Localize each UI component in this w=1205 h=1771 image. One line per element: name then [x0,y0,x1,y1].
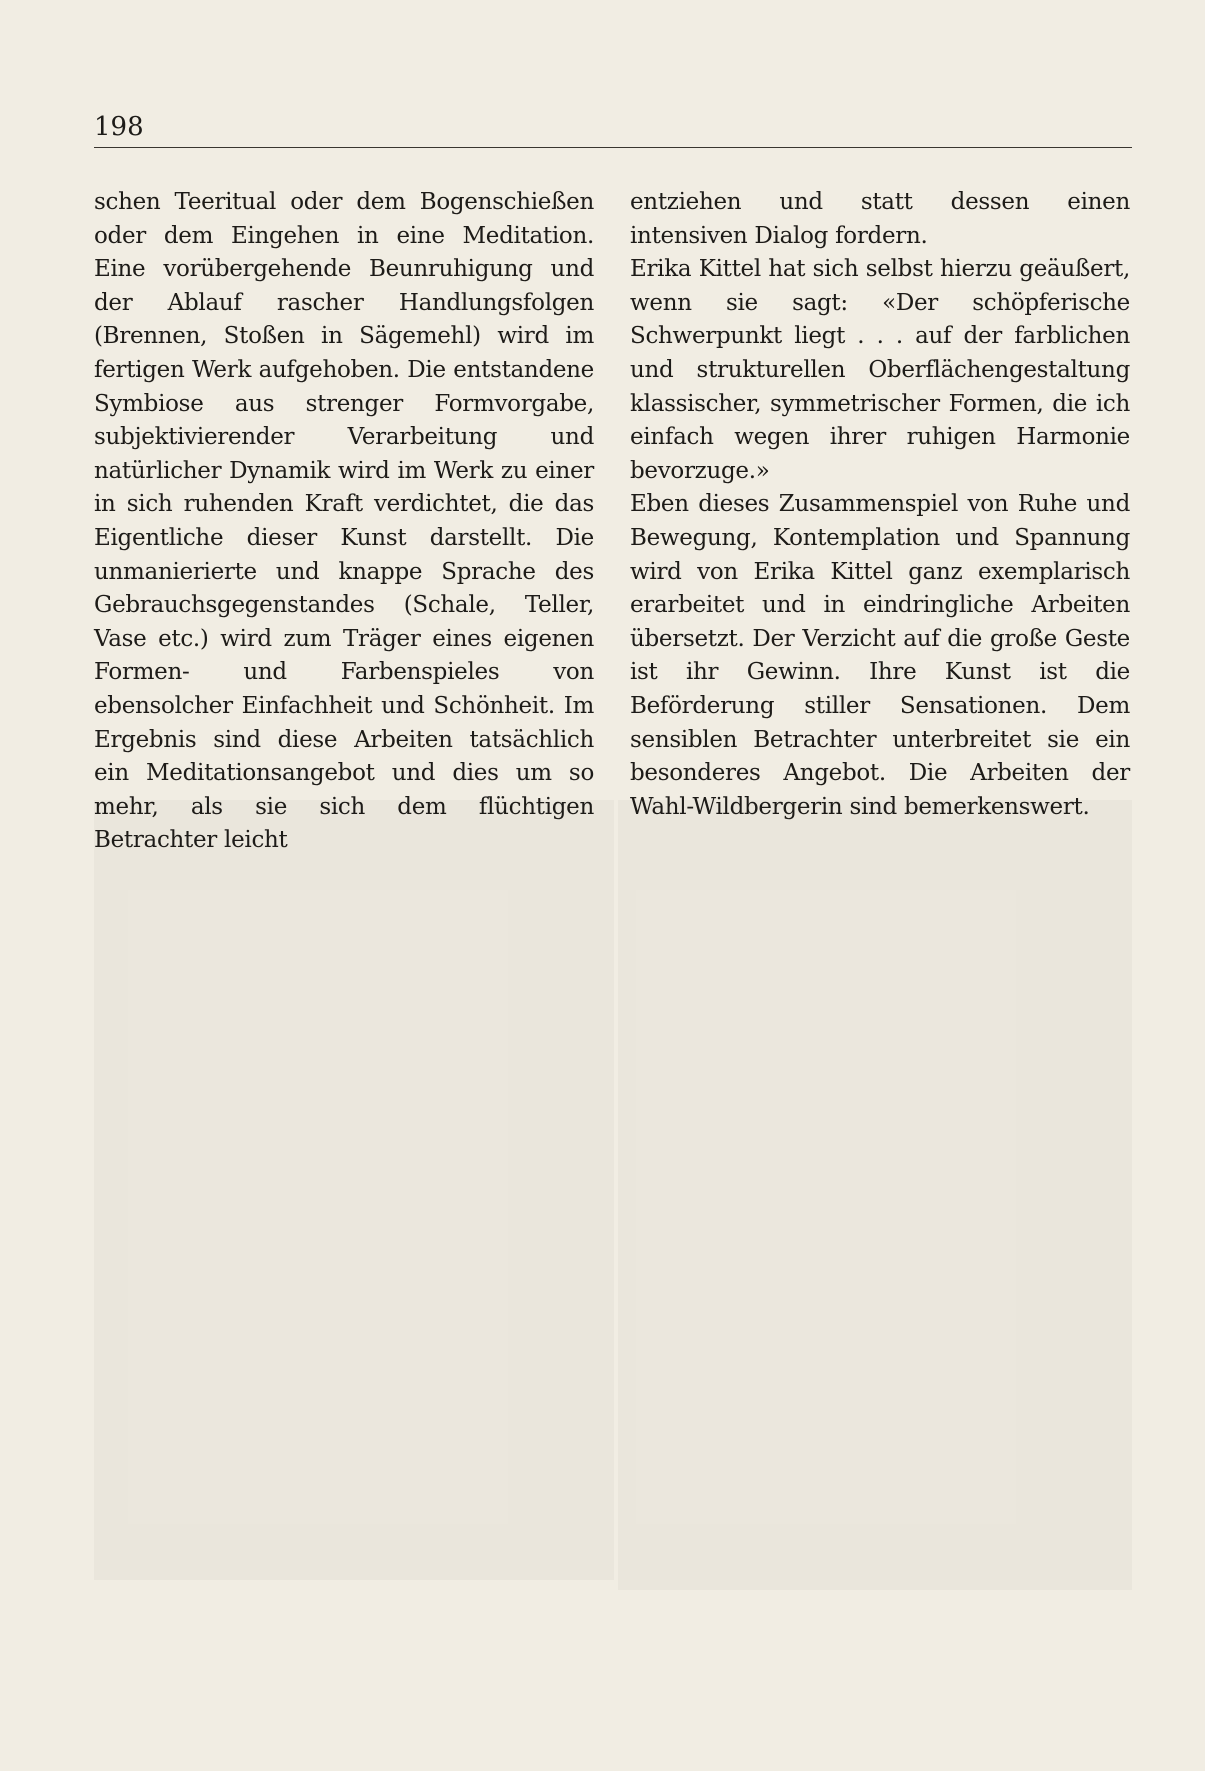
left-paragraph: schen Teeritual oder dem Bogenschießen oder dem Eingehen in eine Meditation. Eine vorübergehende Beunruhigung und der Ablauf rascher Handlungsfolgen (Brennen, Stoßen in Sägemehl) wird im fertigen Werk aufgehoben. Die entstandene Symbiose aus strenger Formvorgabe, subjektivierender Verarbeitung und natürlicher Dynamik wird im Werk zu einer in sich ruhenden Kraft verdichtet, die das Eigentliche dieser Kunst darstellt. Die unmanierierte und knappe Sprache des Gebrauchsgegenstandes (Schale, Teller, Vase etc.) wird zum Träger eines eigenen Formen- und Farbenspieles von ebensolcher Einfachheit und Schönheit. Im Ergebnis sind diese Arbeiten tatsächlich ein Meditationsangebot und dies um so mehr, als sie sich dem flüchtigen Betrachter leicht [94,189,594,854]
right-text-column [630,186,1130,824]
show-through-shadow-left [94,800,614,1580]
header-rule [94,147,1132,148]
show-through-shadow-right [618,800,1132,1590]
page-number: 198 [94,112,144,142]
right-paragraph-2: Erika Kittel hat sich selbst hierzu geäußert, wenn sie sagt: «Der schöpferische Schwerpunkt liegt . . . auf der farblichen und strukturellen Oberflächengestaltung klassischer, symmetrischer Formen, die ich einfach wegen ihrer ruhigen Harmonie bevorzuge.» [630,256,1130,484]
left-text-column [94,186,594,858]
right-paragraph-1: entziehen und statt dessen einen intensiven Dialog fordern. [630,189,1130,249]
right-paragraph-3: Eben dieses Zusammenspiel von Ruhe und Bewegung, Kontemplation und Spannung wird von Erika Kittel ganz exemplarisch erarbeitet und in eindringliche Arbeiten übersetzt. Der Verzicht auf die große Geste ist ihr Gewinn. Ihre Kunst ist die Beförderung stiller Sensationen. Dem sensiblen Betrachter unterbreitet sie ein besonderes Angebot. Die Arbeiten der Wahl-Wildbergerin sind bemerkenswert. [630,491,1130,820]
